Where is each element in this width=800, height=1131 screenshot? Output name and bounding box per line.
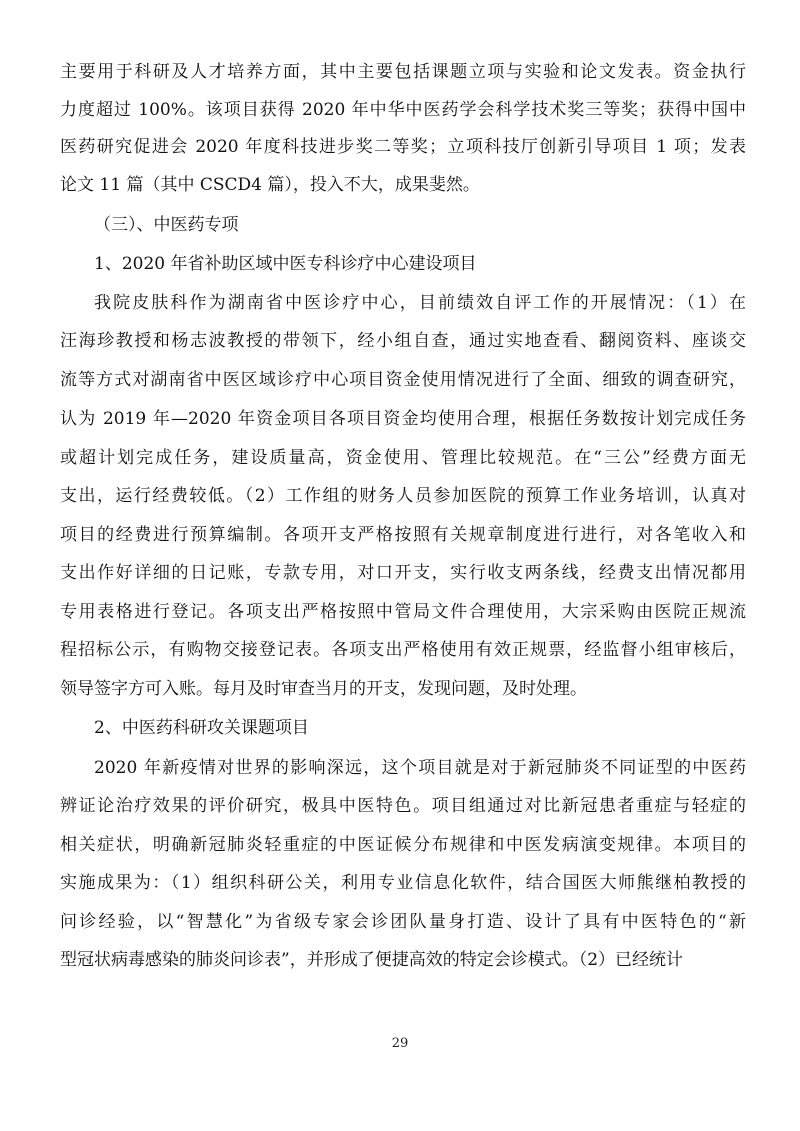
paragraph-line: 领导签字方可入账。每月及时审查当月的开支，发现问题，及时处理。 bbox=[60, 679, 587, 699]
paragraph-line: 问诊经验，以“智慧化”为省级专家会诊团队量身打造、设计了具有中医特色的“新 bbox=[60, 912, 746, 932]
paragraph-line: 医药研究促进会 2020 年度科技进步奖二等奖；立项科技厅创新引导项目 1 项；发表 bbox=[60, 137, 746, 157]
paragraph-line: 项目的经费进行预算编制。各项开支严格按照有关规章制度进行进行，对各笔收入和 bbox=[60, 525, 746, 545]
paragraph-line: 流等方式对湖南省中医区域诊疗中心项目资金使用情况进行了全面、细致的调查研究， bbox=[60, 370, 746, 390]
paragraph-line: 主要用于科研及人才培养方面，其中主要包括课题立项与实验和论文发表。资金执行 bbox=[60, 62, 746, 82]
paragraph-line: 或超计划完成任务，建设质量高，资金使用、管理比较规范。在“三公”经费方面无 bbox=[60, 448, 746, 468]
paragraph-line: 相关症状，明确新冠肺炎轻重症的中医证候分布规律和中医发病演变规律。本项目的 bbox=[60, 835, 746, 855]
paragraph-line: 认为 2019 年—2020 年资金项目各项目资金均使用合理，根据任务数按计划完成任务 bbox=[60, 409, 746, 429]
paragraph-line: 专用表格进行登记。各项支出严格按照中管局文件合理使用，大宗采购由医院正规流 bbox=[60, 602, 746, 622]
section-heading: 1、2020 年省补助区域中医专科诊疗中心建设项目 bbox=[94, 254, 477, 274]
paragraph-line: 2020 年新疫情对世界的影响深远，这个项目就是对于新冠肺炎不同证型的中医药 bbox=[94, 758, 746, 778]
paragraph-line: 论文 11 篇（其中 CSCD4 篇），投入不大，成果斐然。 bbox=[60, 175, 480, 195]
paragraph-line: 实施成果为：（1）组织科研公关，利用专业信息化软件，结合国医大师熊继柏教授的 bbox=[60, 873, 746, 893]
section-heading: 2、中医药科研攻关课题项目 bbox=[94, 718, 309, 738]
paragraph-line: 我院皮肤科作为湖南省中医诊疗中心，目前绩效自评工作的开展情况：（1）在 bbox=[94, 293, 746, 313]
section-heading: （三）、中医药专项 bbox=[94, 215, 239, 235]
paragraph-line: 辨证论治疗效果的评价研究，极具中医特色。项目组通过对比新冠患者重症与轻症的 bbox=[60, 796, 746, 816]
paragraph-line: 支出，运行经费较低。（2）工作组的财务人员参加医院的预算工作业务培训，认真对 bbox=[60, 486, 746, 506]
paragraph-line: 力度超过 100%。该项目获得 2020 年中华中医药学会科学技术奖三等奖；获得中国中 bbox=[60, 100, 746, 120]
paragraph-line: 型冠状病毒感染的肺炎问诊表”，并形成了便捷高效的特定会诊模式。（2）已经统计 bbox=[60, 950, 684, 970]
page-number: 29 bbox=[391, 1036, 409, 1051]
paragraph-line: 程招标公示，有购物交接登记表。各项支出严格使用有效正规票，经监督小组审核后， bbox=[60, 640, 746, 660]
paragraph-line: 支出作好详细的日记账，专款专用，对口开支，实行收支两条线，经费支出情况都用 bbox=[60, 563, 746, 583]
paragraph-line: 汪海珍教授和杨志波教授的带领下，经小组自查，通过实地查看、翻阅资料、座谈交 bbox=[60, 331, 746, 351]
